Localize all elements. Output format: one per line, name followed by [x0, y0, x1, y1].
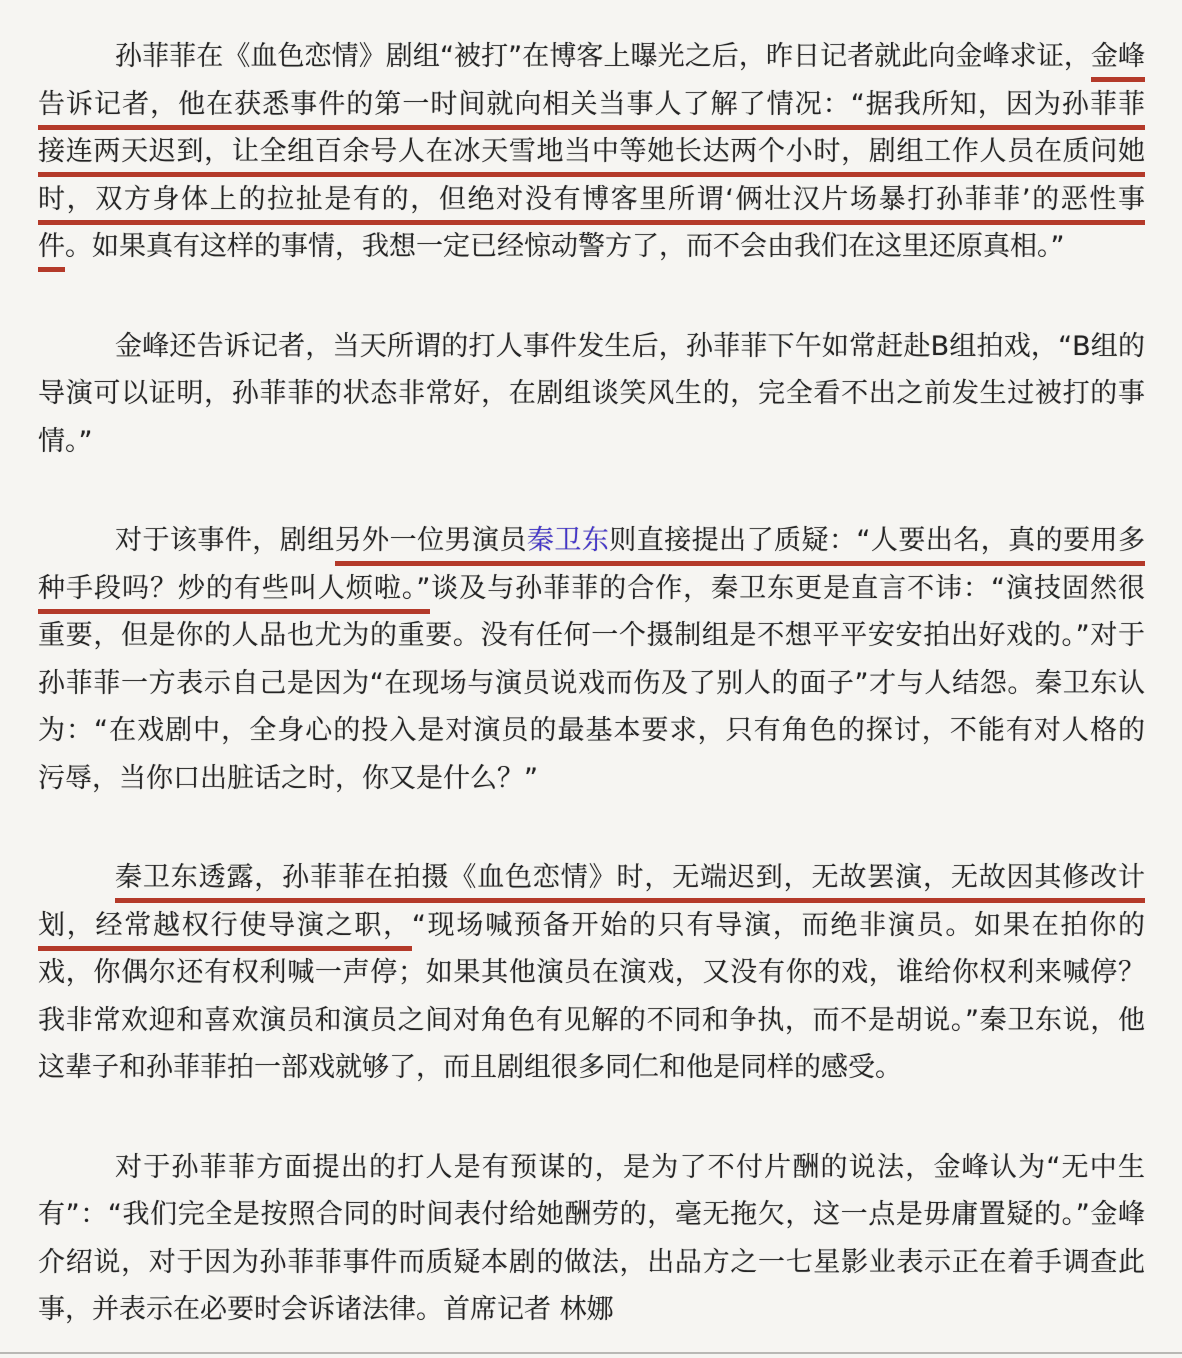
red-underlined-segment: 件: [38, 231, 65, 272]
paragraph-5: [38, 1144, 1145, 1334]
paragraph-2: [38, 323, 1145, 466]
text-line: [38, 176, 1145, 224]
text-segment: 谈及与孙菲菲的合作，秦卫东更是直言不讳：“演技固然很: [430, 572, 1145, 604]
red-underlined-segment: 划，经常越权行使导演之职，: [38, 910, 412, 951]
text-line: [38, 854, 1145, 902]
text-segment: 为：“在戏剧中，全身心的投入是对演员的最基本要求，只有角色的探讨，不能有对人格的: [38, 715, 1145, 746]
text-line: [38, 902, 1145, 950]
text-line: [38, 370, 1145, 418]
text-segment: 对于该事件，剧组: [115, 525, 335, 556]
text-segment: “现场喊预备开始的只有导演，而绝非演员。如果在拍你的: [411, 909, 1145, 941]
red-underlined-segment: 则直接提出了质疑：“人要出名，真的要用多: [609, 525, 1145, 566]
red-underlined-segment: 金峰: [1091, 41, 1145, 82]
text-segment: 污辱，当你口出脏话之时，你又是什么？”: [38, 762, 538, 794]
article-body: [38, 33, 1145, 1334]
paragraph-4: [38, 854, 1145, 1092]
text-line: [38, 660, 1145, 708]
text-line: [38, 418, 1145, 466]
text-line: [38, 223, 1145, 271]
text-segment: 孙菲菲一方表示自己是因为“在现场与演员说戏而伤及了别人的面子”才与人结怨。秦卫东认: [38, 667, 1145, 699]
text-line: [38, 1191, 1145, 1239]
text-segment: 导演可以证明，孙菲菲的状态非常好，在剧组谈笑风生的，完全看不出之前发生过被打的事: [38, 378, 1145, 409]
text-segment: 情。”: [38, 425, 93, 457]
text-segment: 重要，但是你的人品也尤为的重要。没有任何一个摄制组是不想平平安安拍出好戏的。”对于: [38, 620, 1145, 651]
red-underlined-segment: 时，双方身体上的拉扯是有的，但绝对没有博客里所谓‘俩壮汉片场暴打孙菲菲’的恶性事: [38, 184, 1145, 225]
text-line: [38, 707, 1145, 755]
red-underlined-segment: 接连两天迟到，让全组百余号人在冰天雪地当中等她长达两个小时，剧组工作人员在质问她: [38, 136, 1145, 177]
text-line: [38, 565, 1145, 613]
text-line: [38, 949, 1145, 997]
red-underlined-segment: 另外一位男演员: [335, 525, 527, 566]
text-segment: 孙菲菲在《血色恋情》剧组“被打”在博客上曝光之后，昨日记者就此向金峰求证，: [115, 41, 1091, 72]
text-line: [38, 81, 1145, 129]
text-line: [38, 1286, 1145, 1334]
paragraph-1: [38, 33, 1145, 271]
text-segment: 金峰还告诉记者，当天所谓的打人事件发生后，孙菲菲下午如常赶赴B组拍戏，“B组的: [115, 330, 1145, 362]
text-segment: 有”：“我们完全是按照合同的时间表付给她酬劳的，毫无拖欠，这一点是毋庸置疑的。”金峰: [38, 1199, 1145, 1230]
red-underlined-segment: 秦卫东透露，孙菲菲在拍摄《血色恋情》时，无端迟到，无故罢演，无故因其修改计: [115, 862, 1145, 903]
text-segment: 对于孙菲菲方面提出的打人是有预谋的，是为了不付片酬的说法，金峰认为“无中生: [115, 1151, 1145, 1183]
red-underlined-segment: 种手段吗？炒的有些叫人烦啦。”: [38, 573, 430, 614]
link-qin-weidong[interactable]: 秦卫东: [527, 525, 609, 566]
red-underlined-segment: 告诉记者，他在获悉事件的第一时间就向相关当事人了解了情况：“据我所知，因为孙菲菲: [38, 89, 1145, 130]
text-segment: 戏，你偶尔还有权利喊一声停；如果其他演员在演戏，又没有你的戏，谁给你权利来喊停？: [38, 957, 1145, 988]
text-line: [38, 997, 1145, 1045]
text-segment: 我非常欢迎和喜欢演员和演员之间对角色有见解的不同和争执，而不是胡说。”秦卫东说，他: [38, 1004, 1145, 1036]
text-line: [38, 517, 1145, 565]
text-line: [38, 128, 1145, 176]
text-segment: 介绍说，对于因为孙菲菲事件而质疑本剧的做法，出品方之一七星影业表示正在着手调查此: [38, 1246, 1145, 1278]
text-line: [38, 755, 1145, 803]
paragraph-3: [38, 517, 1145, 802]
text-line: [38, 1144, 1145, 1192]
text-line: [38, 33, 1145, 81]
bottom-divider: [0, 1352, 1182, 1354]
text-line: [38, 1239, 1145, 1287]
text-line: [38, 323, 1145, 371]
text-segment: 事，并表示在必要时会诉诸法律。首席记者 林娜: [38, 1294, 614, 1325]
text-line: [38, 612, 1145, 660]
text-segment: 。如果真有这样的事情，我想一定已经惊动警方了，而不会由我们在这里还原真相。”: [65, 231, 1065, 262]
text-segment: 这辈子和孙菲菲拍一部戏就够了，而且剧组很多同仁和他是同样的感受。: [38, 1052, 902, 1083]
text-line: [38, 1044, 1145, 1092]
